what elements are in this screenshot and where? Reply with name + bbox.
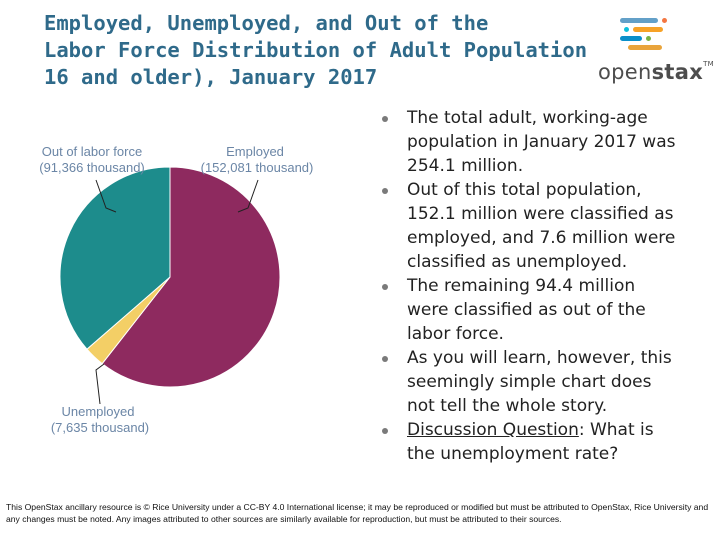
license-footer: This OpenStax ancillary resource is © Rice University under a CC-BY 4.0 International license; it may be reproduced or modified but must be attributed to OpenStax, Rice University and any changes must be noted. Any images attributed to other sources are similarly available for reproduction, but must be attributed to their sources. bbox=[6, 502, 709, 524]
discussion-question-link[interactable]: Discussion Question bbox=[407, 420, 579, 440]
employed-value-label: (152,081 thousand) bbox=[200, 160, 314, 175]
bullet-item: The total adult, working-age population in January 2017 was 254.1 million. bbox=[380, 106, 680, 178]
bullet-item: Out of this total population, 152.1 million were classified as employed, and 7.6 million were classified as unemployed. bbox=[380, 178, 680, 274]
bullet-item: As you will learn, however, this seemingly simple chart does not tell the whole story. bbox=[380, 346, 680, 418]
out-of-labor-force-label: Out of labor force bbox=[41, 144, 143, 159]
title-line-3: 16 and older), January 2017 bbox=[44, 65, 378, 89]
page-title bbox=[44, 10, 604, 91]
title-line-2: Labor Force Distribution of Adult Population bbox=[44, 38, 588, 62]
out-of-labor-force-value-label: (91,366 thousand) bbox=[39, 160, 145, 175]
pie-chart bbox=[20, 132, 360, 452]
pie-chart-svg bbox=[20, 132, 360, 452]
bullet-item: The remaining 94.4 million were classified as out of the labor force. bbox=[380, 274, 680, 346]
employed-label: Employed bbox=[226, 144, 284, 159]
unemployed-leader-line bbox=[96, 364, 104, 404]
openstax-logo bbox=[598, 16, 714, 86]
openstax-wordmark: openstax™ bbox=[598, 60, 714, 84]
bullet-list bbox=[380, 106, 680, 466]
unemployed-label: Unemployed bbox=[61, 404, 135, 419]
openstax-logo-icon bbox=[618, 16, 678, 56]
title-line-1: Employed, Unemployed, and Out of the bbox=[44, 11, 489, 35]
bullet-item: Discussion Question: What is the unemployment rate? bbox=[380, 418, 680, 466]
unemployed-value-label: (7,635 thousand) bbox=[50, 420, 150, 435]
